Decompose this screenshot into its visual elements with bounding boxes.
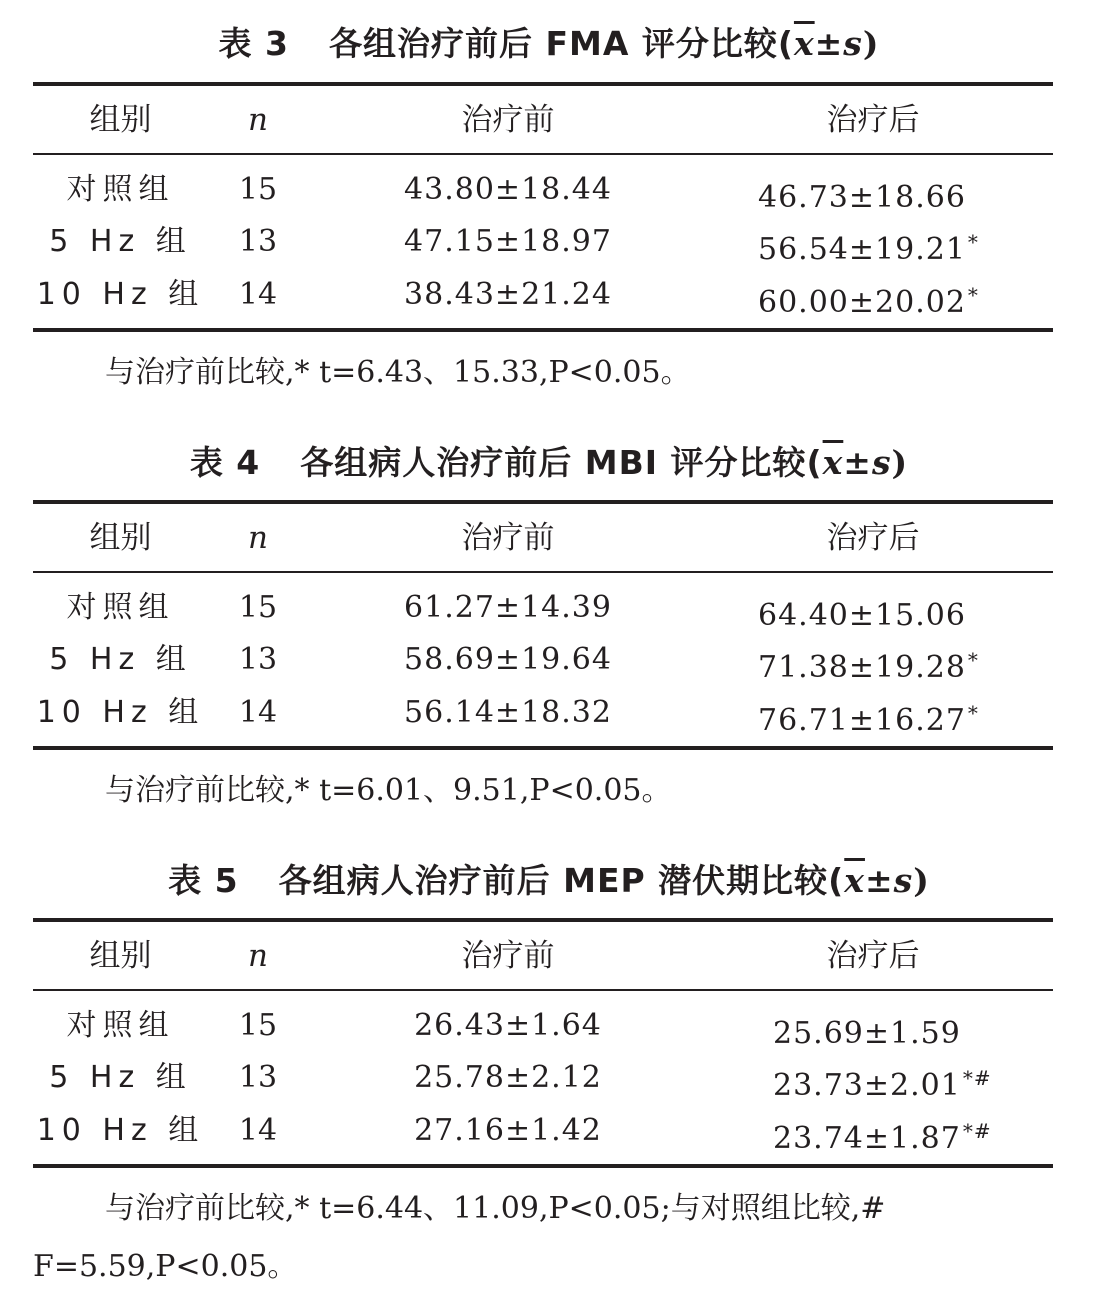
table-row: [33, 634, 1053, 686]
n-cell: 14: [238, 1113, 278, 1148]
header-before: 治疗前: [461, 102, 555, 138]
group-cell: 10 Hz 组: [36, 695, 205, 730]
caption-close: ): [862, 24, 880, 63]
before-cell: 56.14±18.32: [404, 695, 612, 730]
header-group: 组别: [89, 938, 152, 974]
after-cell: [758, 164, 988, 216]
top-rule: [33, 82, 1053, 86]
header-n: n: [248, 102, 268, 138]
bottom-rule: [33, 746, 1053, 750]
note-text: 与治疗前比较,* t=6.44、11.09,P<0.05;与对照组比较,# F=5.59,P<0.05。: [33, 1191, 886, 1284]
n-cell: 13: [238, 224, 278, 259]
sd-symbol: s: [871, 443, 892, 482]
plus-minus-symbol: ±: [864, 861, 894, 900]
before-cell: 27.16±1.42: [414, 1113, 602, 1148]
table-4-caption: [0, 437, 1098, 484]
plus-minus-symbol: ±: [814, 24, 844, 63]
n-cell: 15: [238, 172, 278, 207]
significance-mark: *: [967, 648, 979, 672]
group-cell: 10 Hz 组: [36, 1113, 205, 1148]
note-text: 与治疗前比较,* t=6.43、15.33,P<0.05。: [105, 355, 691, 390]
bottom-rule: [33, 1164, 1053, 1168]
table-row: [33, 1105, 1053, 1157]
table-number: 表 4: [189, 443, 261, 482]
after-value: 23.73±2.01: [773, 1068, 961, 1103]
after-cell: [773, 1000, 1003, 1052]
n-cell: 13: [238, 642, 278, 677]
plus-minus-symbol: ±: [843, 443, 872, 482]
header-group: 组别: [89, 102, 152, 138]
caption-close: ): [913, 861, 930, 900]
n-cell: 13: [238, 1060, 278, 1095]
group-cell: 10 Hz 组: [36, 277, 205, 312]
note-text: 与治疗前比较,* t=6.01、9.51,P<0.05。: [105, 773, 672, 808]
table-title: 各组治疗前后 FMA 评分比较(: [328, 24, 794, 63]
top-rule: [33, 500, 1053, 504]
significance-mark: *: [967, 230, 979, 254]
header-row: [33, 512, 1053, 564]
caption-close: ): [891, 443, 909, 482]
table-3-note: [33, 344, 1053, 402]
after-value: 64.40±15.06: [758, 598, 966, 633]
group-cell: 对照组: [66, 172, 175, 207]
table-title: 各组病人治疗前后 MEP 潜伏期比较(: [278, 861, 845, 900]
after-cell: [758, 634, 988, 686]
after-cell: [773, 1105, 1003, 1157]
header-n: n: [248, 938, 268, 974]
after-cell: [758, 687, 988, 739]
header-row: [33, 94, 1053, 146]
group-cell: 5 Hz 组: [49, 1060, 192, 1095]
after-value: 71.38±19.28: [758, 650, 966, 685]
header-row: [33, 930, 1053, 982]
mean-symbol: $\overline{x}$: [844, 861, 865, 900]
header-after: 治疗后: [826, 520, 920, 556]
mean-symbol: $\overline{x}$: [822, 443, 844, 482]
table-4-note: [33, 762, 1053, 820]
top-rule: [33, 918, 1053, 922]
table-4: [33, 500, 1053, 752]
mid-rule: [33, 571, 1053, 573]
table-row: [33, 1052, 1053, 1104]
bottom-rule: [33, 328, 1053, 332]
before-cell: 61.27±14.39: [404, 590, 612, 625]
after-value: 76.71±16.27: [758, 703, 966, 738]
n-cell: 14: [238, 277, 278, 312]
sd-symbol: s: [893, 861, 914, 900]
table-row: [33, 269, 1053, 321]
after-value: 25.69±1.59: [773, 1016, 961, 1051]
table-row: [33, 687, 1053, 739]
significance-mark: *#: [962, 1119, 992, 1143]
after-value: 23.74±1.87: [773, 1121, 961, 1156]
header-after: 治疗后: [826, 938, 920, 974]
table-row: [33, 1000, 1053, 1052]
significance-mark: *: [967, 701, 979, 725]
table-5-caption: [0, 855, 1098, 902]
before-cell: 58.69±19.64: [404, 642, 612, 677]
after-cell: [758, 216, 988, 268]
mean-symbol: $\overline{x}$: [793, 24, 815, 63]
n-cell: 15: [238, 590, 278, 625]
table-row: [33, 164, 1053, 216]
before-cell: 26.43±1.64: [414, 1008, 602, 1043]
before-cell: 38.43±21.24: [404, 277, 612, 312]
header-before: 治疗前: [461, 520, 555, 556]
before-cell: 43.80±18.44: [404, 172, 612, 207]
table-number: 表 3: [218, 24, 289, 63]
table-number: 表 5: [168, 861, 239, 900]
group-cell: 5 Hz 组: [49, 224, 192, 259]
table-3: [33, 82, 1053, 334]
after-value: 56.54±19.21: [758, 232, 966, 267]
before-cell: 25.78±2.12: [414, 1060, 602, 1095]
group-cell: 对照组: [66, 590, 175, 625]
n-cell: 14: [238, 695, 278, 730]
header-group: 组别: [89, 520, 152, 556]
n-cell: 15: [238, 1008, 278, 1043]
after-value: 46.73±18.66: [758, 180, 966, 215]
table-5-note: [33, 1180, 1053, 1296]
table-row: [33, 216, 1053, 268]
mid-rule: [33, 153, 1053, 155]
after-value: 60.00±20.02: [758, 285, 966, 320]
group-cell: 5 Hz 组: [49, 642, 192, 677]
header-n: n: [248, 520, 268, 556]
table-3-caption: [0, 18, 1098, 65]
group-cell: 对照组: [66, 1008, 175, 1043]
table-row: [33, 582, 1053, 634]
after-cell: [758, 269, 988, 321]
header-after: 治疗后: [826, 102, 920, 138]
significance-mark: *: [967, 283, 979, 307]
after-cell: [758, 582, 988, 634]
table-5: [33, 918, 1053, 1170]
before-cell: 47.15±18.97: [404, 224, 612, 259]
significance-mark: *#: [962, 1066, 992, 1090]
mid-rule: [33, 989, 1053, 991]
header-before: 治疗前: [461, 938, 555, 974]
after-cell: [773, 1052, 1003, 1104]
sd-symbol: s: [843, 24, 863, 63]
table-title: 各组病人治疗前后 MBI 评分比较(: [300, 443, 823, 482]
